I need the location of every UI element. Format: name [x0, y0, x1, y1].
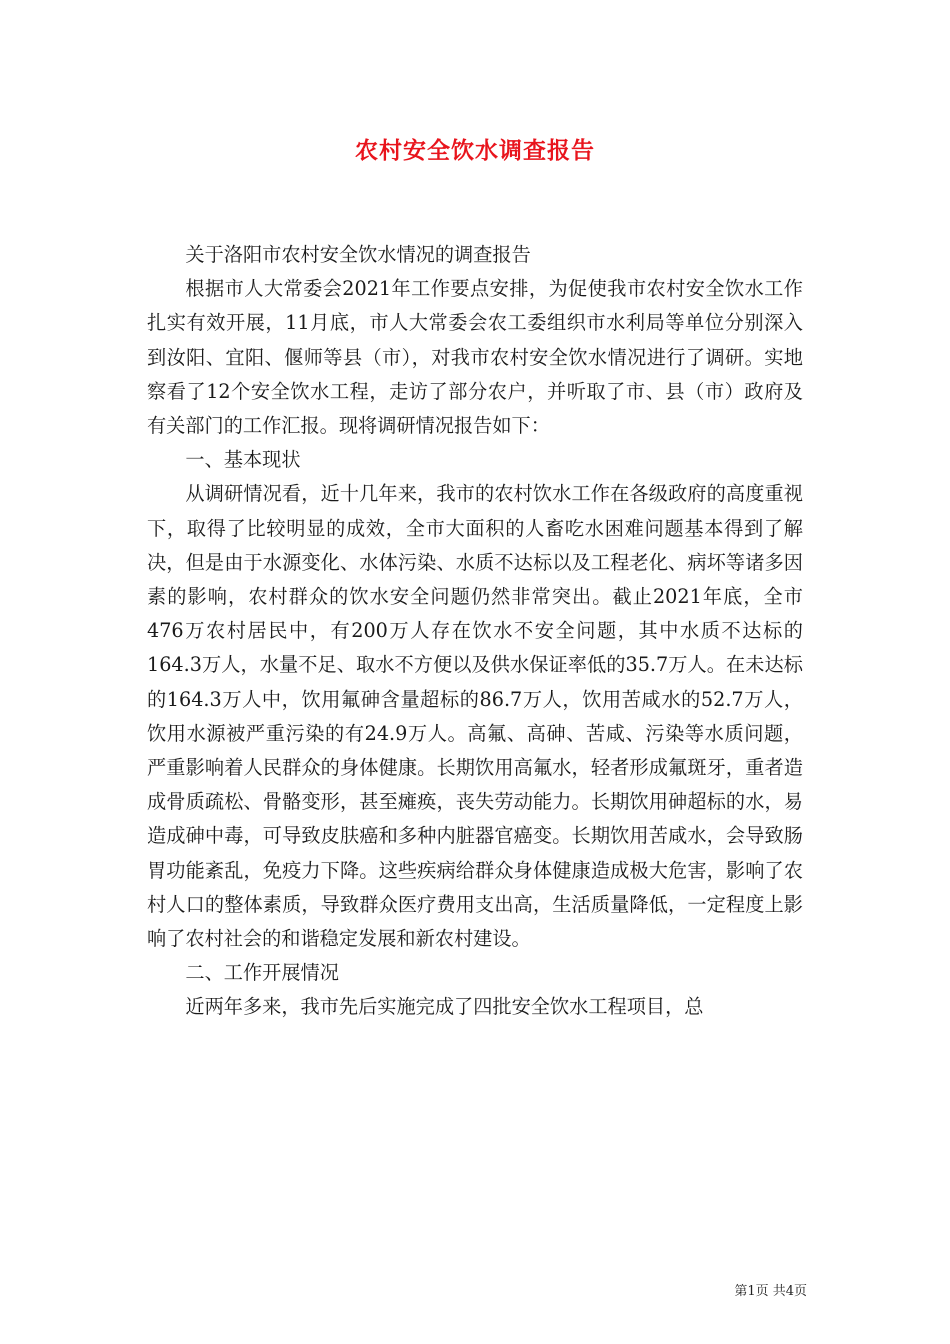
work-progress-paragraph: 近两年多来，我市先后实施完成了四批安全饮水工程项目，总 — [185, 995, 704, 1019]
section-heading-work-progress: 二、工作开展情况 — [185, 961, 339, 985]
report-subtitle: 关于洛阳市农村安全饮水情况的调查报告 — [185, 243, 531, 266]
document-body — [147, 238, 803, 1025]
intro-paragraph: 根据市人大常委会2021年工作要点安排，为促使我市农村安全饮水工作扎实有效开展，11月底，市人大常委会农工委组织市水利局等单位分别深入到汝阳、宜阳、偃师等县（市），对我市农村安全饮水情况进行了调研。实地察看了12个安全饮水工程，走访了部分农户，并听取了市、县（市）政府及有关部门的工作汇报。现将调研情况报告如下： — [147, 277, 803, 438]
basic-status-paragraph: 从调研情况看，近十几年来，我市的农村饮水工作在各级政府的高度重视下，取得了比较明显的成效，全市大面积的人畜吃水困难问题基本得到了解决，但是由于水源变化、水体污染、水质不达标以及工程老化、病坏等诸多因素的影响，农村群众的饮水安全问题仍然非常突出。截止2021年底，全市476万农村居民中，有200万人存在饮水不安全问题，其中水质不达标的164.3万人，水量不足、取水不方便以及供水保证率低的35.7万人。在未达标的164.3万人中，饮用氟砷含量超标的86.7万人，饮用苦咸水的52.7万人，饮用水源被严重污染的有24.9万人。高氟、高砷、苦咸、污染等水质问题，严重影响着人民群众的身体健康。长期饮用高氟水，轻者形成氟斑牙，重者造成骨质疏松、骨骼变形，甚至瘫痪，丧失劳动能力。长期饮用砷超标的水，易造成砷中毒，可导致皮肤癌和多种内脏器官癌变。长期饮用苦咸水，会导致肠胃功能紊乱，免疫力下降。这些疾病给群众身体健康造成极大危害，影响了农村人口的整体素质，导致群众医疗费用支出高，生活质量降低，一定程度上影响了农村社会的和谐稳定发展和新农村建设。 — [147, 482, 803, 951]
section-heading-basic-status: 一、基本现状 — [185, 448, 301, 472]
document-title: 农村安全饮水调查报告 — [355, 137, 595, 164]
page-number: 第1页 共4页 — [734, 1284, 807, 1299]
